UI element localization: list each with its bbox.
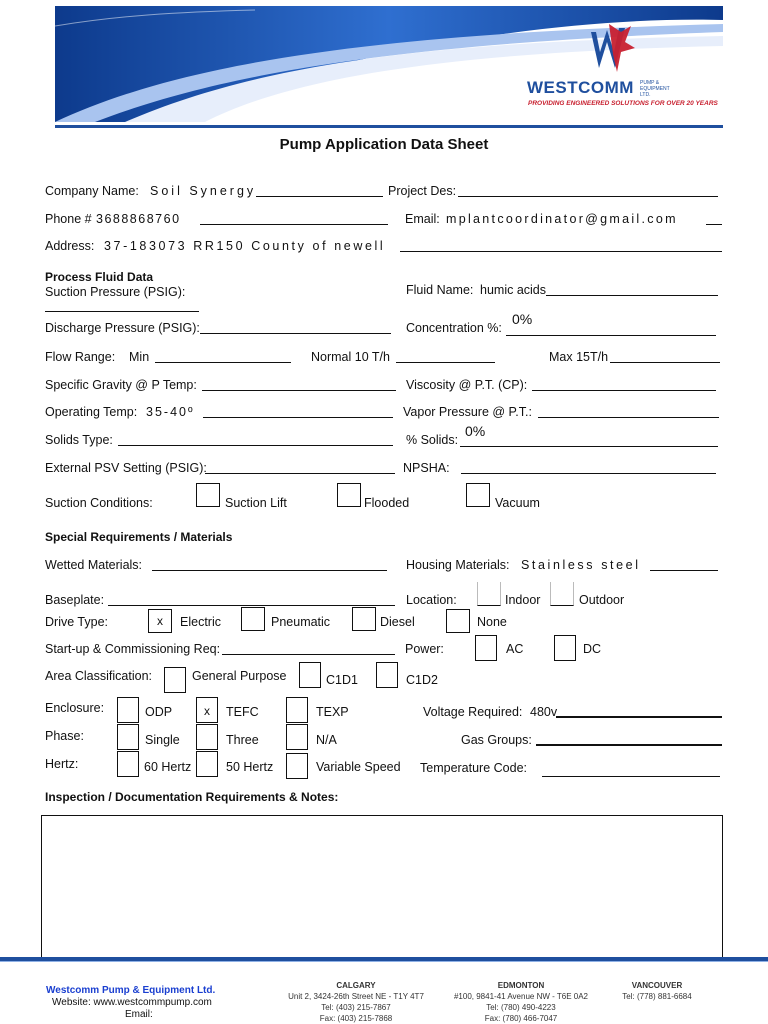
concentration-value: 0% [512,311,533,327]
three-label: Three [226,733,259,747]
flooded-checkbox[interactable] [337,483,361,507]
notes-title: Inspection / Documentation Requirements & Notes: [45,790,339,804]
vapor-pressure-label: Vapor Pressure @ P.T.: [403,405,532,419]
npsha-line[interactable] [461,473,716,474]
variable-speed-checkbox[interactable] [286,753,308,779]
enclosure-label: Enclosure: [45,701,105,715]
discharge-pressure-label: Discharge Pressure (PSIG): [45,321,200,335]
dc-label: DC [583,642,602,656]
edmonton-fax: Fax: (780) 466-7047 [484,1014,558,1023]
brand-subname: PUMP & EQUIPMENT LTD. [640,80,670,98]
flow-max-label: Max 15T/h [549,350,609,364]
footer-calgary [280,980,432,1024]
suction-pressure-label: Suction Pressure (PSIG): [45,285,186,299]
indoor-label: Indoor [505,593,541,607]
flow-normal-line[interactable] [396,362,495,363]
flow-max-line[interactable] [610,362,720,363]
pct-solids-label: % Solids: [406,433,459,447]
address-value: 37-183073 RR150 County of newell [104,239,386,253]
footer-website: Website: www.westcommpump.com [52,997,212,1008]
hz50-checkbox[interactable] [196,751,218,777]
edmonton-tel: Tel: (780) 490-4223 [486,1003,556,1012]
process-section-title: Process Fluid Data [45,270,154,284]
general-purpose-checkbox[interactable] [164,667,186,693]
c1d2-checkbox[interactable] [376,662,398,688]
solids-type-label: Solids Type: [45,433,113,447]
variable-speed-label: Variable Speed [316,760,401,774]
suction-lift-checkbox[interactable] [196,483,220,507]
voltage-label: Voltage Required: [423,705,523,719]
notes-box[interactable] [41,815,723,959]
edmonton-title: EDMONTON [497,981,545,990]
footer-rule-light [0,961,768,962]
specific-gravity-line[interactable] [202,390,396,391]
voltage-value: 480v [530,705,558,719]
npsha-label: NPSHA: [403,461,450,475]
wetted-materials-label: Wetted Materials: [45,558,143,572]
hertz-label: Hertz: [45,757,79,771]
operating-temp-label: Operating Temp: [45,405,138,419]
edmonton-address: #100, 9841-41 Avenue NW - T6E 0A2 [453,992,588,1001]
discharge-pressure-line[interactable] [200,333,391,334]
vacuum-label: Vacuum [495,496,540,510]
suction-conditions-label: Suction Conditions: [45,496,153,510]
texp-label: TEXP [316,705,349,719]
outdoor-checkbox[interactable] [550,582,574,606]
footer-company: Westcomm Pump & Equipment Ltd. [46,985,216,996]
diesel-checkbox[interactable] [352,607,376,631]
flooded-label: Flooded [364,496,410,510]
email-value: mplantcoordinator@gmail.com [446,212,678,226]
company-label: Company Name: [45,184,139,198]
phone-line[interactable] [200,224,388,225]
startup-label: Start-up & Commissioning Req: [45,642,221,656]
single-checkbox[interactable] [117,724,139,750]
diesel-label: Diesel [380,615,415,629]
operating-temp-line[interactable] [203,417,393,418]
gas-groups-label: Gas Groups: [461,733,532,747]
hz50-label: 50 Hertz [226,760,274,774]
project-line[interactable] [458,196,718,197]
phase-label: Phase: [45,729,84,743]
suction-lift-label: Suction Lift [225,496,287,510]
fluid-name-value: humic acids [480,283,546,297]
location-label: Location: [406,593,457,607]
odp-label: ODP [145,705,173,719]
ac-checkbox[interactable] [475,635,497,661]
footer-vancouver [612,980,702,1002]
concentration-line[interactable] [506,335,716,336]
pneumatic-checkbox[interactable] [241,607,265,631]
calgary-address: Unit 2, 3424-26th Street NE - T1Y 4T7 [288,992,424,1001]
header-banner [55,6,723,122]
external-psv-label: External PSV Setting (PSIG): [45,461,207,475]
specific-gravity-label: Specific Gravity @ P Temp: [45,378,197,392]
indoor-checkbox[interactable] [477,582,501,606]
ac-label: AC [506,642,524,656]
pneumatic-label: Pneumatic [271,615,331,629]
company-value: Soil Synergy [150,184,257,198]
housing-materials-line[interactable] [650,570,718,571]
dc-checkbox[interactable] [554,635,576,661]
general-purpose-label: General Purpose [192,669,287,683]
project-label: Project Des: [388,184,457,198]
vapor-pressure-line[interactable] [538,417,719,418]
hz60-checkbox[interactable] [117,751,139,777]
flow-min-line[interactable] [155,362,291,363]
tefc-label: TEFC [226,705,259,719]
hz60-label: 60 Hertz [144,760,192,774]
vacuum-checkbox[interactable] [466,483,490,507]
c1d1-checkbox[interactable] [299,662,321,688]
company-line[interactable] [256,196,383,197]
pct-solids-line[interactable] [460,446,718,447]
concentration-label: Concentration %: [406,321,502,335]
none-label: None [477,615,507,629]
flow-range-label: Flow Range: [45,350,116,364]
brand-tagline: PROVIDING ENGINEERED SOLUTIONS FOR OVER 20 YEARS [528,100,718,107]
email-label: Email: [405,212,440,226]
calgary-fax: Fax: (403) 215-7868 [319,1014,393,1023]
vancouver-title: VANCOUVER [631,981,683,990]
email-line[interactable] [706,224,722,225]
footer-email: Email: [125,1009,153,1020]
na-label: N/A [316,733,337,747]
single-label: Single [145,733,180,747]
none-checkbox[interactable] [446,609,470,633]
housing-materials-value: Stainless steel [521,558,641,572]
c1d2-label: C1D2 [406,673,438,687]
flow-min-label: Min [129,350,150,364]
three-checkbox[interactable] [196,724,218,750]
operating-temp-value: 35-40º [146,405,195,419]
special-section-title: Special Requirements / Materials [45,530,233,544]
address-label: Address: [45,239,95,253]
fluid-name-line[interactable] [546,295,718,296]
electric-checkbox[interactable]: x [148,609,172,633]
wetted-materials-line[interactable] [152,570,387,571]
calgary-tel: Tel: (403) 215-7867 [321,1003,391,1012]
vancouver-tel: Tel: (778) 881-6684 [622,992,692,1001]
na-checkbox[interactable] [286,724,308,750]
pct-solids-value: 0% [465,423,486,439]
viscosity-label: Viscosity @ P.T. (CP): [406,378,528,392]
header-rule [55,125,723,128]
solids-type-line[interactable] [118,445,393,446]
tefc-checkbox[interactable]: x [196,697,218,723]
housing-materials-label: Housing Materials: [406,558,510,572]
c1d1-label: C1D1 [326,673,358,687]
gas-groups-line[interactable] [536,744,722,746]
flow-normal-label: Normal 10 T/h [311,350,390,364]
footer-edmonton [446,980,596,1024]
startup-line[interactable] [222,654,395,655]
external-psv-line[interactable] [205,473,395,474]
fluid-name-label: Fluid Name: [406,283,474,297]
brand-name: WESTCOMM [527,78,634,97]
viscosity-line[interactable] [532,390,716,391]
odp-checkbox[interactable] [117,697,139,723]
phone-value: 3688868760 [96,212,181,226]
area-classification-label: Area Classification: [45,669,152,683]
texp-checkbox[interactable] [286,697,308,723]
page-title: Pump Application Data Sheet [279,136,489,153]
temperature-code-line[interactable] [542,776,720,777]
baseplate-label: Baseplate: [45,593,105,607]
suction-pressure-line[interactable] [45,311,199,312]
outdoor-label: Outdoor [579,593,625,607]
address-line[interactable] [400,251,722,252]
calgary-title: CALGARY [336,981,376,990]
power-label: Power: [405,642,444,656]
voltage-line[interactable] [556,716,722,718]
baseplate-line[interactable] [108,605,395,606]
phone-label: Phone # [45,212,92,226]
temperature-code-label: Temperature Code: [420,761,528,775]
electric-label: Electric [180,615,221,629]
drive-type-label: Drive Type: [45,615,108,629]
